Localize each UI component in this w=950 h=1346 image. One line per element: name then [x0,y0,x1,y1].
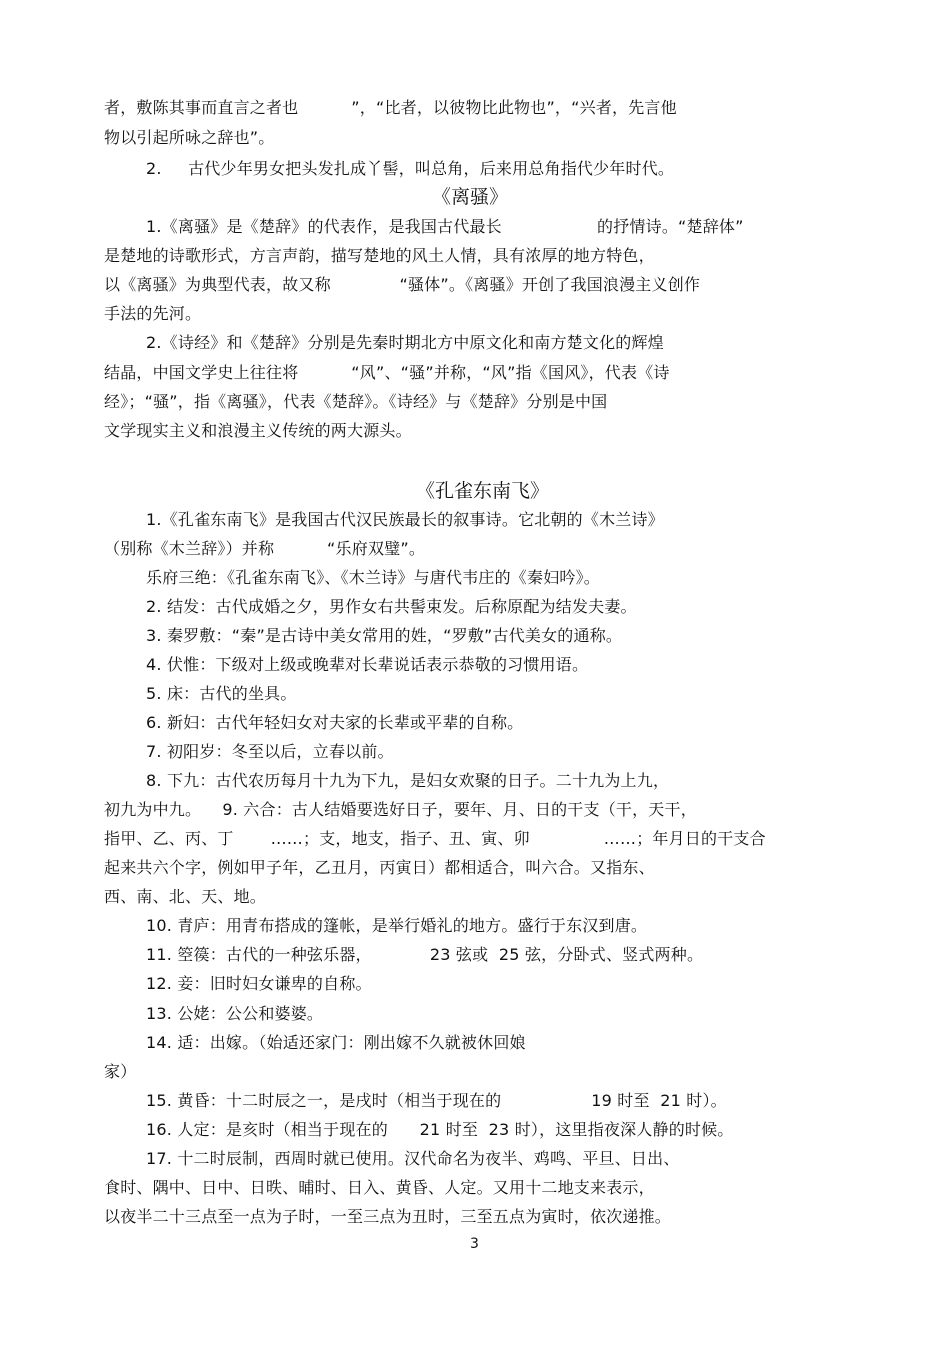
lisao-line: 结晶，中国文学史上往往将 “风”、“骚”并称，“风”指《国风》，代表《诗 [104,363,670,382]
kongque-line: 6. 新妇：古代年轻妇女对夫家的长辈或平辈的自称。 [146,713,524,732]
kongque-line: （别称《木兰辞》）并称 “乐府双璧”。 [104,539,426,558]
section-title-lisao: 《离骚》 [432,186,509,208]
kongque-line: 以夜半二十三点至一点为子时，一至三点为丑时，三至五点为寅时，依次递推。 [104,1207,672,1226]
kongque-line: 指甲、乙、丙、丁 ……；支，地支，指子、丑、寅、卯 ……；年月日的干支合 [104,829,766,848]
kongque-line: 10. 青庐：用青布搭成的篷帐，是举行婚礼的地方。盛行于东汉到唐。 [146,916,648,935]
kongque-line: 4. 伏惟：下级对上级或晚辈对长辈说话表示恭敬的习惯用语。 [146,655,589,674]
page-number: 3 [470,1236,479,1252]
kongque-line: 17. 十二时辰制，西周时就已使用。汉代命名为夜半、鸡鸣、平旦、日出、 [146,1149,680,1168]
kongque-line: 家） [104,1062,137,1081]
kongque-line: 8. 下九：古代农历每月十九为下九，是妇女欢聚的日子。二十九为上九， [146,771,670,790]
lisao-line: 以《离骚》为典型代表，故又称 “骚体”。《离骚》开创了我国浪漫主义创作 [104,275,701,294]
kongque-line: 2. 结发：古代成婚之夕，男作女右共髻束发。后称原配为结发夫妻。 [146,597,637,616]
lisao-line: 1.《离骚》是《楚辞》的代表作，是我国古代最长 的抒情诗。“楚辞体” [146,217,744,236]
kongque-line: 3. 秦罗敷：“秦”是古诗中美女常用的姓，“罗敷”古代美女的通称。 [146,626,623,645]
lisao-line: 手法的先河。 [104,304,202,323]
intro-item-2: 2. 古代少年男女把头发扎成丫髻，叫总角，后来用总角指代少年时代。 [146,159,675,178]
kongque-line: 7. 初阳岁：冬至以后，立春以前。 [146,742,394,761]
kongque-line: 起来共六个字，例如甲子年，乙丑月，丙寅日）都相适合，叫六合。又指东、 [104,858,655,877]
kongque-line: 乐府三绝：《孔雀东南飞》、《木兰诗》与唐代韦庄的《秦妇吟》。 [146,568,601,587]
lisao-line: 2.《诗经》和《楚辞》分别是先秦时期北方中原文化和南方楚文化的辉煌 [146,333,664,352]
section-title-kongque: 《孔雀东南飞》 [416,480,550,502]
kongque-line: 5. 床：古代的坐具。 [146,684,297,703]
intro-line-1: 者，敷陈其事而直言之者也 ”，“比者，以彼物比此物也”，“兴者，先言他 [104,98,677,117]
kongque-line: 13. 公姥：公公和婆婆。 [146,1004,324,1023]
kongque-line: 16. 人定：是亥时（相当于现在的 21 时至 23 时），这里指夜深人静的时候。 [146,1120,734,1139]
lisao-line: 是楚地的诗歌形式，方言声韵，描写楚地的风土人情，具有浓厚的地方特色， [104,246,655,265]
kongque-line: 15. 黄昏：十二时辰之一，是戌时（相当于现在的 19 时至 21 时）。 [146,1091,727,1110]
kongque-line: 初九为中九。 9. 六合：古人结婚要选好日子，要年、月、日的干支（干，天干， [104,800,697,819]
kongque-line: 西、南、北、天、地。 [104,887,267,906]
kongque-line: 1.《孔雀东南飞》是我国古代汉民族最长的叙事诗。它北朝的《木兰诗》 [146,510,664,529]
kongque-line: 11. 箜篌：古代的一种弦乐器， 23 弦或 25 弦，分卧式、竖式两种。 [146,945,704,964]
kongque-line: 食时、隅中、日中、日昳、晡时、日入、黄昏、人定。又用十二地支来表示， [104,1178,655,1197]
kongque-line: 12. 妾：旧时妇女谦卑的自称。 [146,974,372,993]
lisao-line: 经》；“骚”，指《离骚》，代表《楚辞》。《诗经》与《楚辞》分别是中国 [104,392,608,411]
kongque-line: 14. 适：出嫁。（始适还家门：刚出嫁不久就被休回娘 [146,1033,526,1052]
lisao-line: 文学现实主义和浪漫主义传统的两大源头。 [104,421,412,440]
intro-line-2: 物以引起所咏之辞也”。 [104,128,275,147]
